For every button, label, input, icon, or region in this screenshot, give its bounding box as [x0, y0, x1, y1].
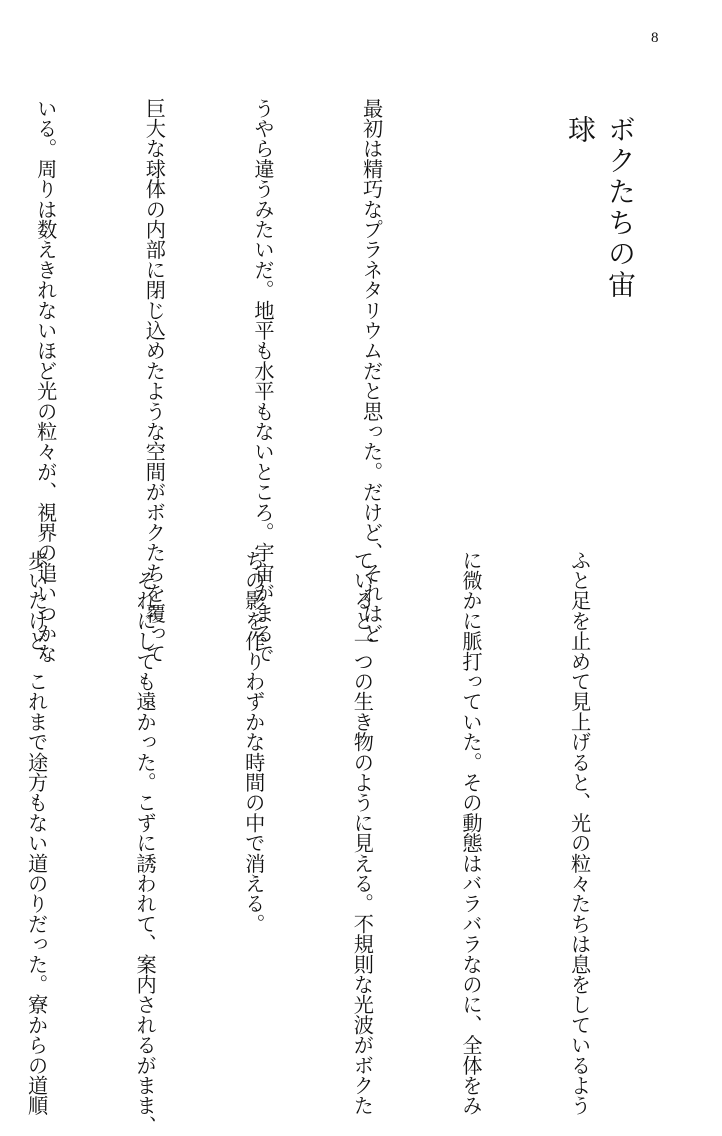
chapter-title: ボクたちの宙球	[564, 115, 637, 301]
page-number: 8	[651, 30, 659, 46]
text-line: それにしても遠かった。こずに誘われて、案内されるがまま、	[133, 550, 158, 1136]
text-line: ちの影を作りわずかな時間の中で消える。	[241, 550, 266, 934]
text-line: 巨大な球体の内部に閉じ込めたような空間がボクたちを覆って	[142, 98, 167, 664]
text-line: 歩いたけど、これまで途方もない道のりだった。寮からの道順	[24, 550, 49, 1116]
text-line: ていると一つの生き物のように見える。不規則な光波がボクた	[350, 550, 375, 1116]
text-line: に微かに脈打っていた。その動態はバラバラなのに、全体をみ	[458, 550, 483, 1116]
lower-text-block	[24, 550, 670, 1136]
text-line: ふと足を止めて見上げると、光の粒々たちは息をしているよう	[567, 550, 592, 1116]
text-line: いる。周りは数えきれないほど光の粒々が、視界の追いつかな	[33, 98, 58, 664]
text-line: 最初は精巧なプラネタリウムだと思った。だけど、それはど	[359, 98, 384, 644]
upper-text-block	[33, 98, 462, 664]
text-line: うやら違うみたいだ。地平も水平もないところ。宇宙がまるで	[250, 98, 275, 664]
